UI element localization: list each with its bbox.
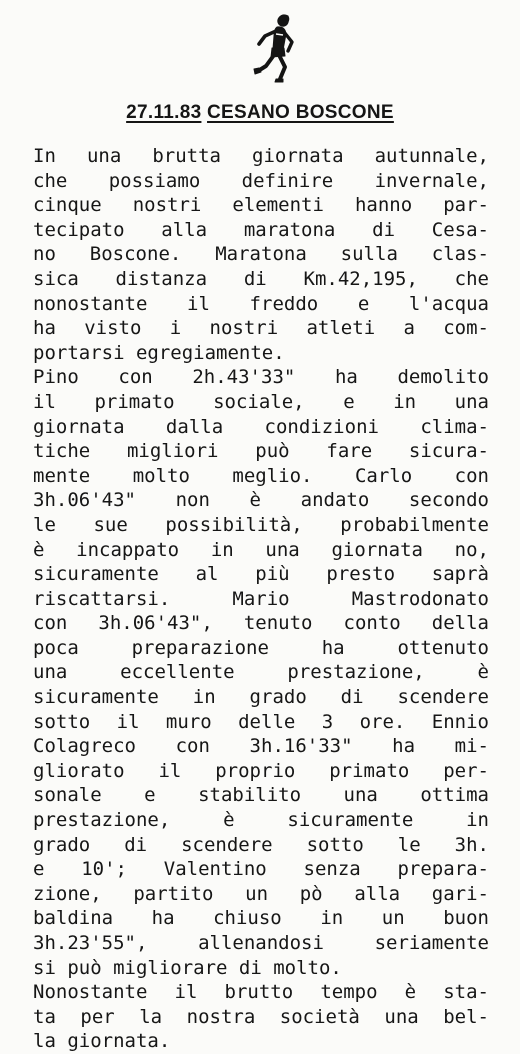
- article-body: [33, 144, 489, 1054]
- text-line: che possiamo definire invernale,: [33, 169, 489, 192]
- text-line: il primato sociale, e in una: [33, 390, 489, 413]
- text-line: no Boscone. Maratona sulla clas-: [33, 243, 489, 266]
- text-line: 3h.06'43" non è andato secondo: [33, 489, 489, 512]
- text-line: Pino con 2h.43'33" ha demolito: [33, 366, 489, 389]
- text-line: è incappato in una giornata no,: [33, 538, 489, 561]
- article-heading: [0, 102, 520, 124]
- text-line: In una brutta giornata autunnale,: [33, 145, 489, 167]
- text-line: Nonostante il brutto tempo è sta-: [33, 981, 489, 1004]
- text-line: prestazione, è sicuramente in: [33, 809, 489, 832]
- text-line: baldina ha chiuso in un buon: [33, 907, 489, 930]
- text-line: sicuramente in grado di scendere: [33, 686, 489, 709]
- text-line: poca preparazione ha ottenuto: [33, 636, 489, 659]
- heading-place: CESANO BOSCONE: [207, 102, 394, 123]
- text-line: sonale e stabilito una ottima: [33, 784, 489, 807]
- text-line: portarsi egregiamente.: [33, 341, 285, 364]
- text-line: sica distanza di Km.42,195, che: [33, 267, 489, 290]
- heading-date: 27.11.83: [126, 102, 202, 123]
- text-line: con 3h.06'43", tenuto conto della: [33, 612, 489, 635]
- text-line: sicuramente al più presto saprà: [33, 563, 489, 586]
- text-line: ha visto i nostri atleti a com-: [33, 317, 489, 340]
- text-line: 3h.23'55", allenandosi seriamente: [33, 932, 489, 954]
- text-line: mente molto meglio. Carlo con: [33, 464, 489, 487]
- text-line: sotto il muro delle 3 ore. Ennio: [33, 710, 489, 733]
- text-line: giornata dalla condizioni clima-: [33, 415, 489, 438]
- text-line: Colagreco con 3h.16'33" ha mi-: [33, 735, 489, 758]
- text-line: nonostante il freddo e l'acqua: [33, 292, 489, 315]
- text-line: grado di scendere sotto le 3h.: [33, 833, 489, 856]
- text-line: cinque nostri elementi hanno par-: [33, 194, 489, 217]
- text-line: le sue possibilità, probabilmente: [33, 513, 489, 536]
- text-line: tecipato alla maratona di Cesa-: [33, 218, 489, 241]
- text-line: ta per la nostra società una bel-: [33, 1005, 489, 1028]
- text-line: gliorato il proprio primato per-: [33, 759, 489, 782]
- runner-icon: [252, 12, 298, 84]
- text-line: la giornata.: [33, 1030, 171, 1053]
- text-line: si può migliorare di molto.: [33, 956, 342, 979]
- text-line: una eccellente prestazione, è: [33, 661, 489, 684]
- text-line: e 10'; Valentino senza prepara-: [33, 858, 489, 881]
- text-line: riscattarsi. Mario Mastrodonato: [33, 587, 489, 610]
- text-line: zione, partito un pò alla gari-: [33, 882, 489, 905]
- text-line: tiche migliori può fare sicura-: [33, 440, 489, 463]
